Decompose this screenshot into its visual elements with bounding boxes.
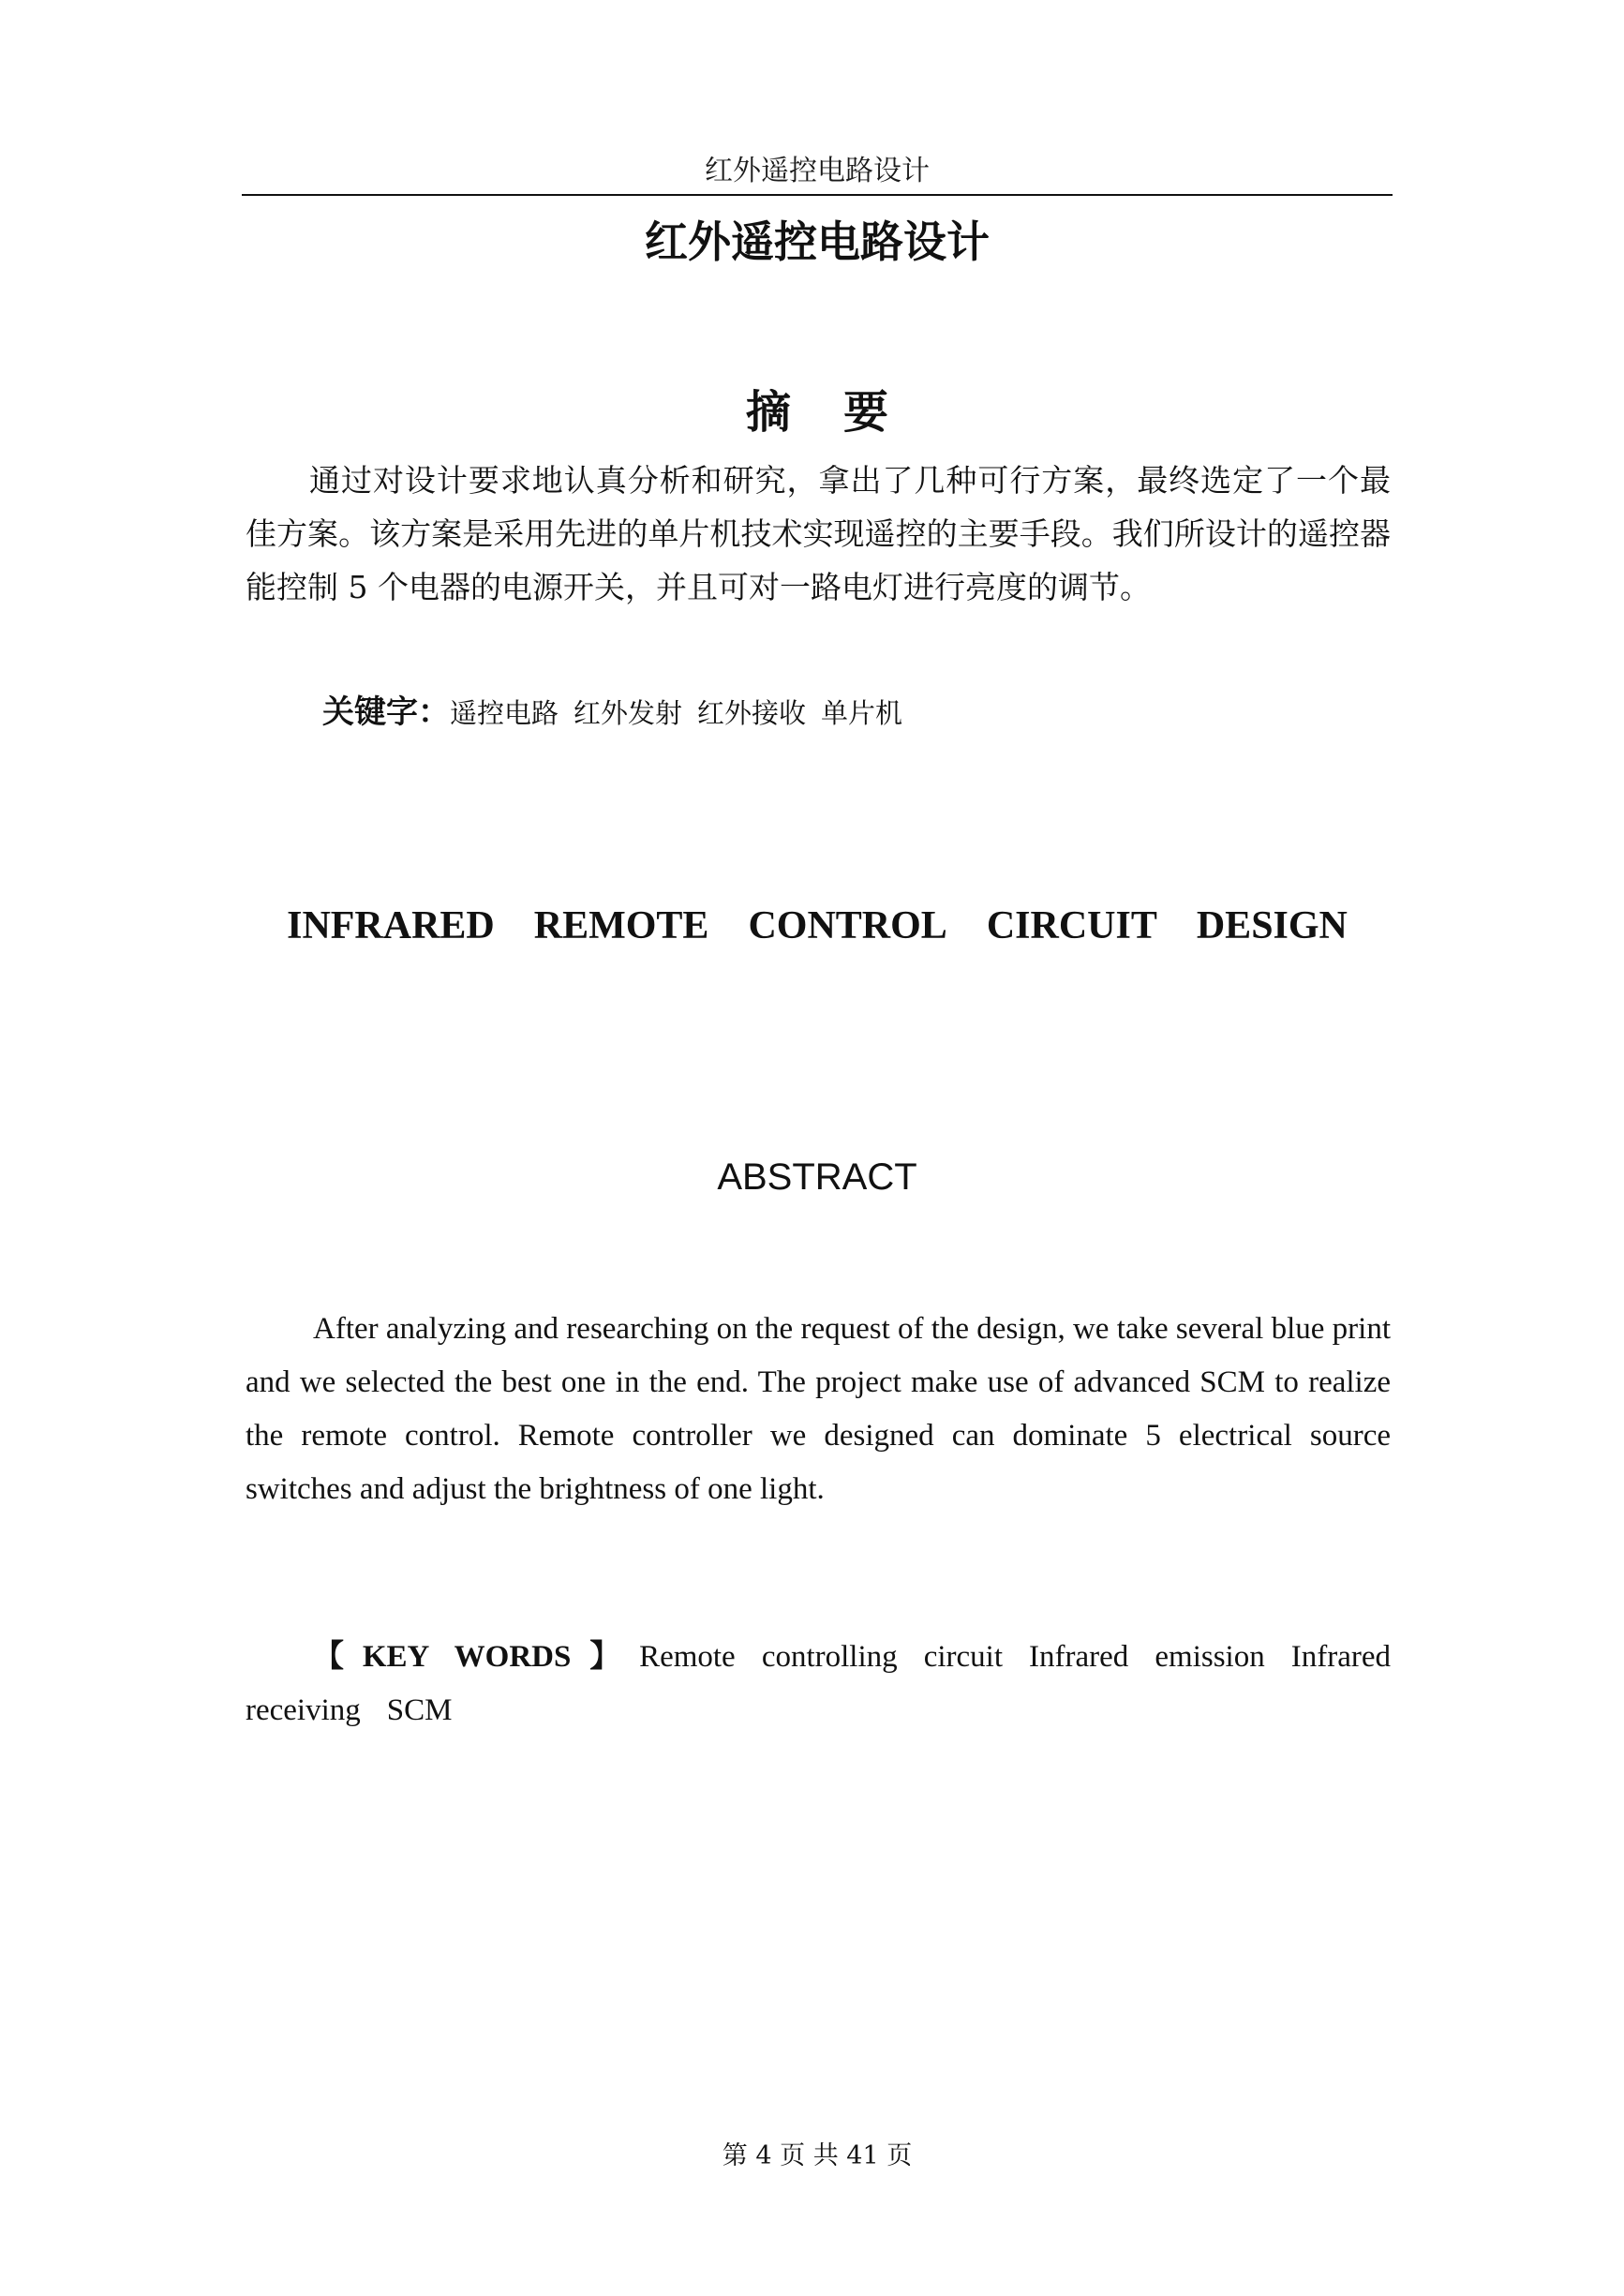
english-title-word: DESIGN [1196, 904, 1348, 947]
chinese-keyword: 遥控电路 [450, 697, 559, 729]
chinese-keyword: 红外接收 [697, 697, 807, 729]
header-rule [242, 194, 1393, 196]
chinese-keywords [322, 686, 1391, 739]
page-number-footer: 第 4 页 共 41 页 [722, 2141, 913, 2170]
english-keywords-label: 【KEY WORDS】 [313, 1640, 640, 1674]
english-title-word: INFRARED [287, 904, 495, 947]
chinese-keywords-label: 关键字： [322, 693, 450, 731]
english-title-word: CONTROL [748, 904, 947, 947]
english-title-word: CIRCUIT [986, 904, 1157, 947]
english-keywords [246, 1631, 1391, 1737]
english-keyword: Infrared receiving [246, 1640, 1391, 1727]
abstract-heading-char: 要 [843, 386, 889, 439]
document-title: 红外遥控电路设计 [645, 216, 990, 267]
abstract-heading-char: 摘 [745, 386, 791, 439]
english-abstract-heading: ABSTRACT [717, 1156, 917, 1198]
chinese-keyword: 红外发射 [574, 697, 683, 729]
english-keyword: SCM [386, 1693, 453, 1727]
english-title [242, 898, 1393, 954]
chinese-abstract-body: 通过对设计要求地认真分析和研究，拿出了几种可行方案，最终选定了一个最佳方案。该方案是采用先进的单片机技术实现遥控的主要手段。我们所设计的遥控器能控制 5 个电器的电源开关，并且可对一路电灯进行亮度的调节。 [246, 462, 1391, 605]
chinese-keyword: 单片机 [821, 697, 903, 729]
english-abstract-body: After analyzing and researching on the request of the design, we take several blue print and we selected the best one in the end. The project make use of advanced SCM to realize the remote control. Remote controller we designed can dominate 5 electrical source switches and adjust the brightness of one light. [246, 1312, 1391, 1506]
english-keyword: Infrared emission [1029, 1640, 1265, 1674]
english-keyword: Remote controlling circuit [639, 1640, 1004, 1674]
english-title-word: REMOTE [533, 904, 709, 947]
chinese-abstract-heading [242, 382, 1393, 442]
running-header: 红外遥控电路设计 [705, 155, 930, 187]
